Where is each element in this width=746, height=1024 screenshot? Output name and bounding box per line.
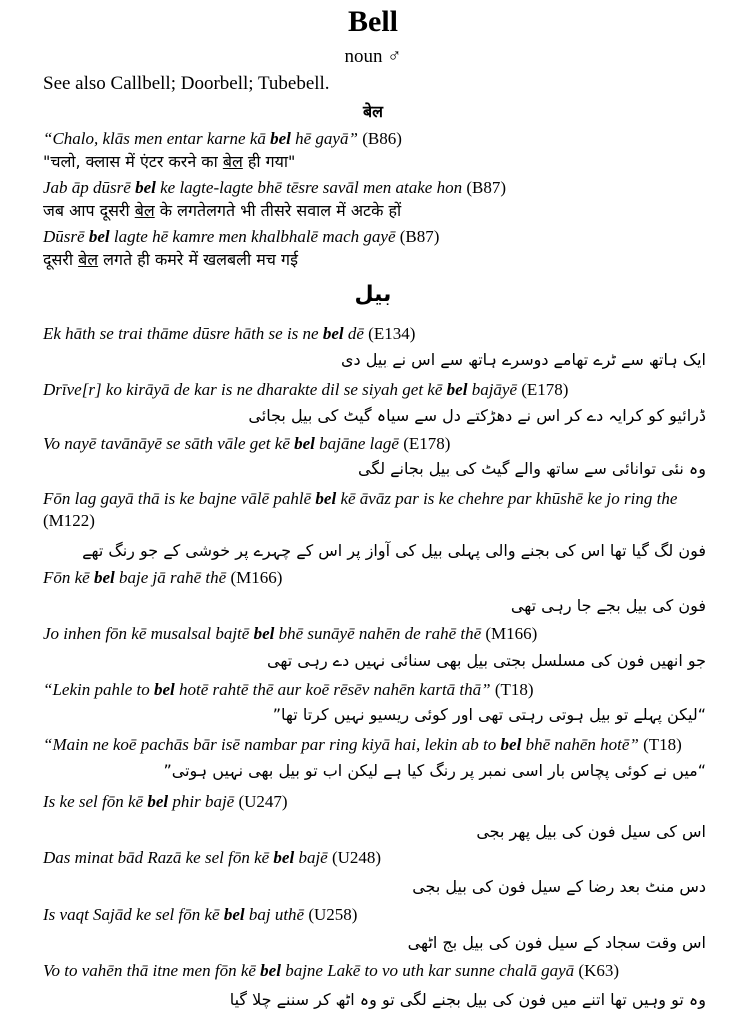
keyword: बेल bbox=[222, 152, 243, 171]
urdu-example-translit: “Lekin pahle to bel hotē rahtē thē aur koē rēsēv nahēn kartā thā” (T18) bbox=[43, 680, 534, 699]
keyword: bel bbox=[270, 129, 291, 148]
urdu-example-translit: Drīve[r] ko kirāyā de kar is ne dharakte dil se siyah get kē bel bajāyē (E178) bbox=[43, 380, 569, 399]
hindi-example-translit: “Chalo, klās men entar karne kā bel hē gayā” (B86) bbox=[43, 129, 402, 148]
urdu-example-script: وہ تو وہیں تھا اتنے میں فون کی بیل بجنے لگی تو وہ اٹھ کر سننے چلا گیا bbox=[229, 990, 706, 1009]
urdu-example-script: وہ نئی توانائی سے ساتھ والے گیٹ کی بیل بجانے لگی bbox=[358, 459, 706, 478]
keyword: bel bbox=[135, 178, 156, 197]
keyword: بیل bbox=[421, 541, 443, 560]
keyword: بیل bbox=[589, 705, 611, 724]
urdu-example-script: فون لگ گیا تھا اس کی بجنے والی پہلی بیل کی آواز پر اس کے چہرے پر خوشی کے جو رنگ تھے bbox=[82, 541, 706, 560]
keyword: bel bbox=[322, 324, 344, 343]
urdu-example-script: فون کی بیل بجے جا رہی تھی bbox=[510, 596, 706, 615]
urdu-example-script: اس کی سیل فون کی بیل پھر بجی bbox=[476, 822, 706, 841]
keyword: bel bbox=[273, 848, 295, 867]
male-gender-icon: ♂ bbox=[387, 46, 402, 67]
keyword: bel bbox=[294, 434, 315, 453]
keyword: bel bbox=[223, 905, 245, 924]
keyword: bel bbox=[253, 624, 275, 643]
hindi-example-devanagari: दूसरी बेल लगते ही कमरे में खलबली मच गई bbox=[43, 250, 298, 269]
keyword: بیل bbox=[290, 406, 313, 425]
keyword: bel bbox=[315, 489, 337, 508]
urdu-example-translit: Jo inhen fōn kē musalsal bajtē bel bhē sunāyē nahēn de rahē thē (M166) bbox=[43, 624, 538, 643]
entry-title: Bell bbox=[348, 5, 398, 38]
urdu-example-translit: Vo to vahēn thā itne men fōn kē bel bajne Lakē to vo uth kar sunne chalā gayā (K63) bbox=[43, 961, 620, 980]
keyword: بیل bbox=[428, 459, 451, 478]
see-also-line: See also Callbell; Doorbell; Tubebell. bbox=[43, 73, 330, 94]
keyword: بیل bbox=[625, 596, 648, 615]
keyword: बेल bbox=[134, 201, 155, 220]
keyword: بیل bbox=[466, 651, 488, 670]
hindi-example-devanagari: जब आप दूसरी बेल के लगतेलगते भी तीसरे सवाल में अटके हों bbox=[43, 201, 402, 220]
urdu-example-script: “لیکن پہلے تو بیل ہوتی رہتی تھی اور کوئی ریسیو نہیں کرتا تھا” bbox=[272, 705, 706, 724]
keyword: bel bbox=[147, 792, 169, 811]
hindi-section-heading: बेल bbox=[363, 102, 383, 121]
urdu-example-script: ایک ہاتھ سے ٹرے تھامے دوسرے ہاتھ سے اس نے بیل دی bbox=[341, 350, 706, 369]
urdu-example-translit: Fōn lag gayā thā is ke bajne vālē pahlē bel kē āvāz par is ke chehre par khūshē ke jo ring the (M122) bbox=[43, 489, 678, 530]
keyword: bel bbox=[500, 735, 522, 754]
urdu-example-script: “میں نے کوئی پچاس بار اسی نمبر پر رنگ کیا ہے لیکن اب تو بیل بھی نہیں ہوتی” bbox=[163, 761, 706, 780]
urdu-example-translit: Das minat bād Razā ke sel fōn kē bel bajē (U248) bbox=[43, 848, 382, 867]
keyword: بیل bbox=[365, 350, 388, 369]
keyword: بیل bbox=[465, 990, 488, 1009]
keyword: bel bbox=[93, 568, 115, 587]
hindi-example-translit: Dūsrē bel lagte hē kamre men khalbhalē mach gayē (B87) bbox=[43, 227, 440, 246]
keyword: بیل bbox=[535, 822, 557, 841]
keyword: بیل bbox=[462, 933, 484, 952]
urdu-example-script: ڈرائیو کو کرایہ دے کر اس نے دھڑکتے دل سے سیاہ گیٹ کی بیل بجائی bbox=[248, 406, 706, 425]
urdu-example-translit: Ek hāth se trai thāme dūsre hāth se is ne bel dē (E134) bbox=[43, 324, 416, 343]
urdu-example-translit: Is ke sel fōn kē bel phir bajē (U247) bbox=[43, 792, 288, 811]
urdu-example-script: جو انھیں فون کی مسلسل بجتی بیل بھی سنائی نہیں دے رہی تھی bbox=[267, 651, 706, 670]
keyword: bel bbox=[446, 380, 468, 399]
urdu-example-script: دس منٹ بعد رضا کے سیل فون کی بیل بجی bbox=[412, 877, 706, 896]
urdu-example-translit: Vo nayē tavānāyē se sāth vāle get kē bel bajāne lagē (E178) bbox=[43, 434, 451, 453]
keyword: بیل bbox=[445, 877, 467, 896]
urdu-section-heading: بیل bbox=[354, 282, 392, 307]
urdu-example-translit: Is vaqt Sajād ke sel fōn kē bel baj uthē (U258) bbox=[43, 905, 358, 924]
keyword: bel bbox=[260, 961, 281, 980]
urdu-example-translit: “Main ne koē pachās bār isē nambar par ring kiyā hai, lekin ab to bel bhē nahēn hotē” (T18) bbox=[43, 735, 682, 754]
urdu-example-translit: Fōn kē bel baje jā rahē thē (M166) bbox=[43, 568, 283, 587]
keyword: बेल bbox=[78, 250, 99, 269]
urdu-example-script: اس وقت سجاد کے سیل فون کی بیل بج اٹھی bbox=[407, 933, 706, 952]
hindi-example-devanagari: "चलो, क्लास में एंटर करने का बेल ही गया" bbox=[43, 152, 296, 171]
pos-label: noun bbox=[344, 46, 383, 67]
part-of-speech bbox=[0, 45, 746, 69]
keyword: bel bbox=[153, 680, 175, 699]
keyword: bel bbox=[88, 227, 110, 246]
keyword: بیل bbox=[278, 761, 300, 780]
hindi-example-translit: Jab āp dūsrē bel ke lagte-lagte bhē tēsre savāl men atake hon (B87) bbox=[43, 178, 506, 197]
